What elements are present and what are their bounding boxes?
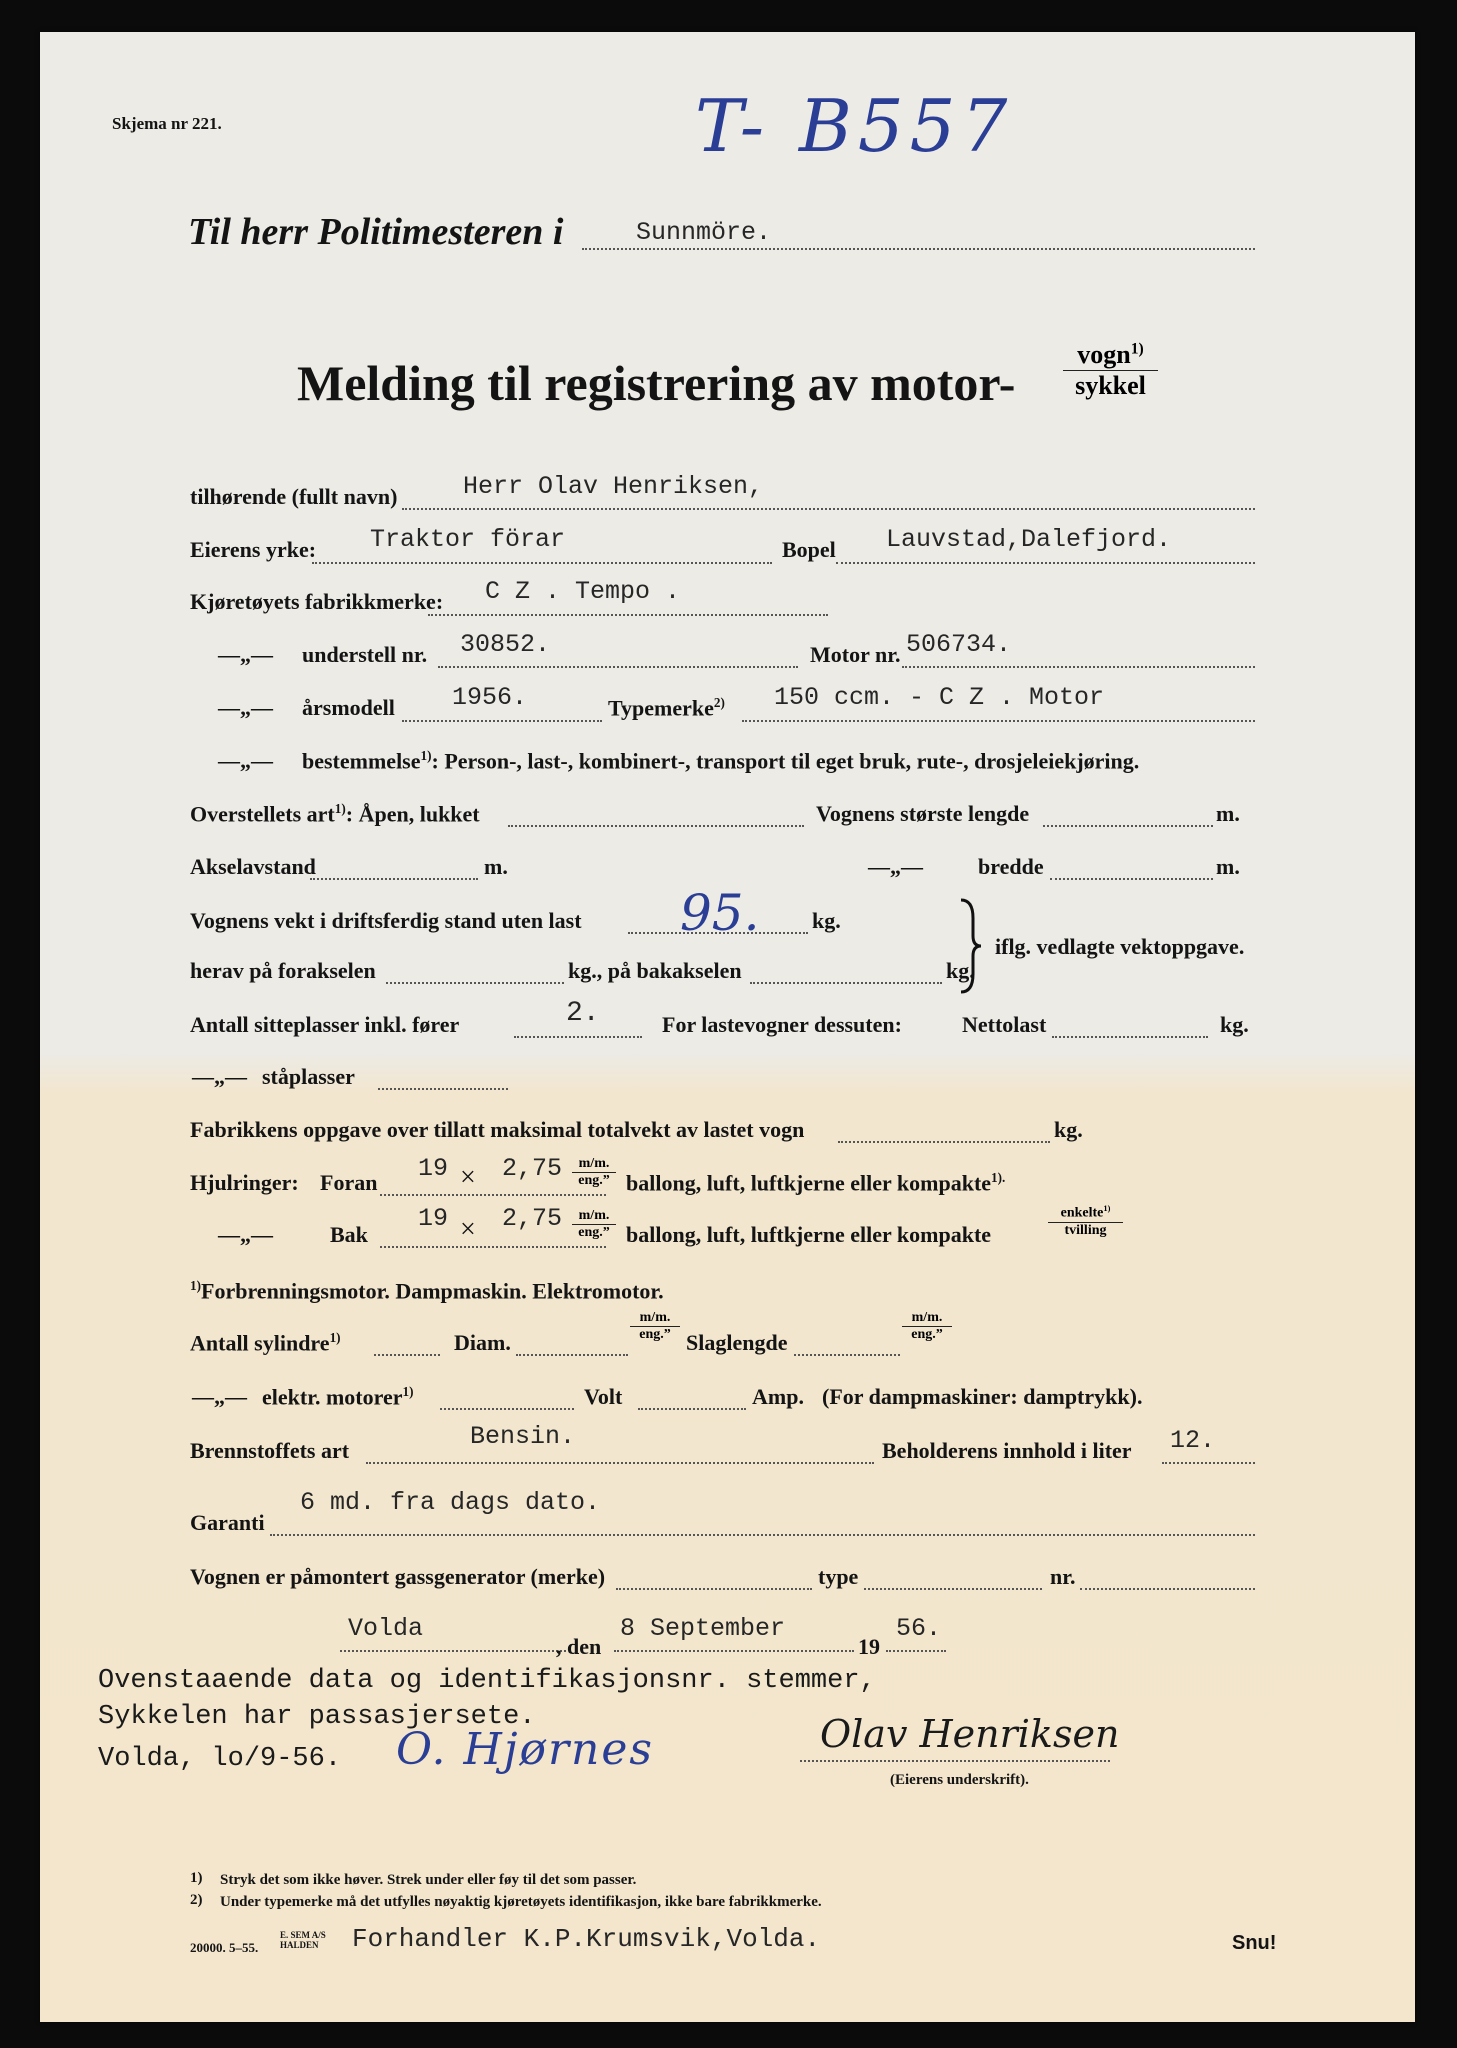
axle-label: Akselavstand [190, 854, 316, 879]
electric-label: elektr. motorer$^{1)}$ [262, 1384, 414, 1410]
width-unit: m. [1216, 854, 1240, 879]
axle-line [310, 878, 478, 880]
place-line [340, 1650, 566, 1652]
gas-type-line [864, 1588, 1042, 1590]
front-axle-label: herav på forakselen [190, 958, 376, 983]
net-load-unit: kg. [1220, 1012, 1249, 1037]
fuel-line [366, 1462, 874, 1464]
tank-line [1162, 1462, 1255, 1464]
diameter-label: Diam. [454, 1330, 511, 1355]
tyres-rear-opt-bottom: tvilling [1064, 1222, 1107, 1238]
tyres-front-unit-fraction [572, 1156, 616, 1189]
make-line [428, 614, 828, 616]
note-line-1: Ovenstaaende data og identifikasjonsnr. stemmer, [98, 1666, 876, 1696]
cylinders-line [374, 1354, 440, 1356]
warranty-value: 6 md. fra dags dato. [300, 1488, 601, 1517]
note-line-3: Volda, lo/9-56. [98, 1744, 342, 1774]
seats-value: 2. [566, 998, 600, 1029]
tyres-rear-frac-bottom: eng.” [578, 1225, 610, 1240]
diameter-unit-fraction [630, 1310, 680, 1343]
weight-label: Vognens vekt i driftsferdig stand uten last [190, 908, 582, 933]
footnote-1: Stryk det som ikke høver. Strek under eller føy til det som passer. [220, 1872, 637, 1888]
cylinders-label: Antall sylindre$^{1)}$ [190, 1330, 341, 1356]
footnote-mark-2: 2) [190, 1892, 203, 1908]
standing-label: ståplasser [262, 1064, 355, 1089]
year-ditto: —„— [218, 695, 273, 720]
gas-gen-label: Vognen er påmontert gassgenerator (merke) [190, 1564, 606, 1589]
owner-signature: Olav Henriksen [820, 1712, 1120, 1756]
standing-ditto: —„— [192, 1064, 247, 1089]
tyres-front-line [380, 1194, 606, 1196]
year-line [402, 720, 602, 722]
chassis-value: 30852. [460, 630, 551, 659]
make-label: Kjøretøyets fabrikkmerke: [190, 589, 444, 614]
year-label: årsmodell [302, 695, 395, 720]
make-value: C Z . Tempo . [485, 577, 681, 606]
volt-label: Volt [584, 1384, 623, 1409]
purpose-ditto: —„— [218, 748, 273, 773]
dealer-stamp: Forhandler K.P.Krumsvik,Volda. [352, 1924, 821, 1954]
residence-value: Lauvstad,Dalefjord. [886, 525, 1172, 554]
max-weight-unit: kg. [1054, 1117, 1083, 1142]
times-icon: × [460, 1214, 476, 1245]
den-label: , den [556, 1634, 602, 1659]
owner-value: Herr Olav Henriksen, [463, 472, 764, 501]
weight-value: 95. [680, 884, 760, 942]
seats-line [514, 1036, 642, 1038]
form-number: Skjema nr 221. [112, 114, 222, 133]
type-line [742, 720, 1255, 722]
times-icon: × [460, 1162, 476, 1193]
axle-unit: m. [484, 854, 508, 879]
tyres-rear-line [380, 1246, 606, 1248]
print-info: 20000. 5–55. [190, 1940, 259, 1955]
front-axle-unit: kg., på bakakselen [568, 958, 742, 983]
gas-nr-label: nr. [1050, 1564, 1076, 1589]
tyres-rear-opt-top: enkelte$^{1)}$ [1048, 1204, 1123, 1223]
engine-kind: $^{1)}$Forbrenningsmotor. Dampmaskin. Elektromotor. [190, 1278, 664, 1304]
body-type-label: Overstellets art$^{1)}$: Åpen, lukket [190, 801, 480, 827]
note-line-2: Sykkelen har passasjersete. [98, 1702, 536, 1732]
tyres-front-label: Foran [320, 1170, 378, 1195]
max-weight-label: Fabrikkens oppgave over tillatt maksimal totalvekt av lastet vogn [190, 1117, 805, 1142]
volt-line [638, 1408, 746, 1410]
max-weight-line [838, 1141, 1050, 1143]
length-label: Vognens største lengde [816, 801, 1030, 826]
footnote-mark-1: 1) [190, 1870, 203, 1886]
gas-nr-line [1080, 1588, 1255, 1590]
tank-value: 12. [1170, 1426, 1216, 1455]
rear-axle-line [750, 982, 942, 984]
weight-unit: kg. [812, 908, 841, 933]
tyres-front-size-a: 19 [418, 1154, 449, 1183]
tyres-front-frac-top: m/m. [572, 1156, 616, 1173]
date-year-line [886, 1650, 946, 1652]
handwritten-reference: T- B557 [695, 84, 1014, 168]
standing-line [378, 1088, 508, 1090]
amp-label: Amp. [752, 1384, 804, 1409]
width-label: bredde [978, 854, 1044, 879]
diameter-frac-bottom: eng.” [639, 1327, 671, 1342]
type-label: Typemerke$^{2)}$ [608, 695, 725, 721]
fuel-label: Brennstoffets art [190, 1438, 350, 1463]
net-load-label: Nettolast [962, 1012, 1047, 1037]
addressee-line [582, 248, 1255, 250]
owner-signature-line [800, 1760, 1110, 1762]
occupation-value: Traktor förar [370, 525, 566, 554]
stroke-line [794, 1354, 900, 1356]
tyres-rear-frac-top: m/m. [572, 1208, 616, 1225]
length-unit: m. [1216, 801, 1240, 826]
diameter-line [516, 1354, 628, 1356]
printer-info: E. SEM A/S HALDEN [280, 1930, 326, 1950]
motor-line [902, 666, 1255, 668]
turn-over-note: Snu! [1232, 1932, 1277, 1954]
title-vehicle-fraction [1063, 340, 1158, 401]
date-value: 8 September [620, 1614, 786, 1643]
purpose-label: bestemmelse$^{1)}$: Person-, last-, kombinert-, transport til eget bruk, rute-, drosjeleiekjøring. [302, 748, 1140, 774]
chassis-ditto: —„— [218, 642, 273, 667]
fuel-value: Bensin. [470, 1422, 576, 1451]
electric-line [440, 1408, 574, 1410]
front-axle-line [386, 982, 564, 984]
owner-line [402, 508, 1255, 510]
chassis-line [438, 666, 798, 668]
title-frac-bottom: sykkel [1075, 371, 1146, 400]
tyres-rear-text: ballong, luft, luftkjerne eller kompakte [626, 1222, 992, 1247]
residence-line [836, 562, 1255, 564]
length-line [1043, 825, 1213, 827]
tyres-label: Hjulringer: [190, 1170, 299, 1195]
rear-axle-unit: kg. [946, 958, 975, 983]
place-value: Volda [348, 1614, 424, 1643]
tyres-rear-unit-fraction [572, 1208, 616, 1241]
tyres-rear-label: Bak [330, 1222, 368, 1247]
tyres-rear-option-fraction [1048, 1204, 1123, 1239]
stroke-label: Slaglengde [686, 1330, 788, 1355]
electric-ditto: —„— [192, 1384, 247, 1409]
addressee-value: Sunnmöre. [636, 218, 772, 247]
page-title: Melding til registrering av motor- [297, 355, 1016, 411]
date-line [614, 1650, 854, 1652]
warranty-label: Garanti [190, 1510, 265, 1535]
police-signature: O. Hjørnes [396, 1724, 654, 1775]
stroke-frac-bottom: eng.” [911, 1327, 943, 1342]
gas-gen-line [616, 1588, 812, 1590]
stroke-unit-fraction [902, 1310, 952, 1343]
width-ditto: —„— [868, 854, 923, 879]
tyres-front-frac-bottom: eng.” [578, 1173, 610, 1188]
date-year: 56. [896, 1614, 942, 1643]
steam-label: (For dampmaskiner: damptrykk). [822, 1384, 1143, 1409]
footnote-2: Under typemerke må det utfylles nøyaktig kjøretøyets identifikasjon, ikke bare fabrikkmerke. [220, 1894, 822, 1910]
addressee-label: Til herr Politimesteren i [188, 211, 564, 253]
title-frac-top: vogn$^{1)}$ [1063, 340, 1158, 371]
occupation-label: Eierens yrke: [190, 537, 317, 562]
brace-note: iflg. vedlagte vektoppgave. [995, 934, 1245, 959]
owner-signature-caption: (Eierens underskrift). [890, 1772, 1029, 1788]
tyres-front-text: ballong, luft, luftkjerne eller kompakte$^{1).}$ [626, 1170, 1006, 1196]
motor-value: 506734. [906, 630, 1012, 659]
tyres-rear-ditto: —„— [218, 1222, 273, 1247]
stroke-frac-top: m/m. [902, 1310, 952, 1327]
brace-symbol [955, 896, 985, 996]
net-load-line [1052, 1036, 1208, 1038]
gas-type-label: type [818, 1564, 859, 1589]
motor-label: Motor nr. [810, 642, 901, 667]
tyres-rear-size-b: 2,75 [502, 1204, 563, 1233]
width-line [1050, 878, 1213, 880]
tyres-front-size-b: 2,75 [502, 1154, 563, 1183]
diameter-frac-top: m/m. [630, 1310, 680, 1327]
owner-label: tilhørende (fullt navn) [190, 484, 398, 509]
body-type-line [508, 825, 804, 827]
tank-label: Beholderens innhold i liter [882, 1438, 1132, 1463]
type-value: 150 ccm. - C Z . Motor [774, 683, 1105, 712]
warranty-line [270, 1534, 1255, 1536]
form-sheet [40, 32, 1415, 2022]
occupation-line [312, 562, 772, 564]
year-value: 1956. [452, 683, 528, 712]
chassis-label: understell nr. [302, 642, 428, 667]
tyres-rear-size-a: 19 [418, 1204, 449, 1233]
year-prefix: 19 [858, 1634, 880, 1659]
seats-label: Antall sitteplasser inkl. fører [190, 1012, 460, 1037]
lorry-label: For lastevogner dessuten: [662, 1012, 902, 1037]
residence-label: Bopel [782, 537, 836, 562]
